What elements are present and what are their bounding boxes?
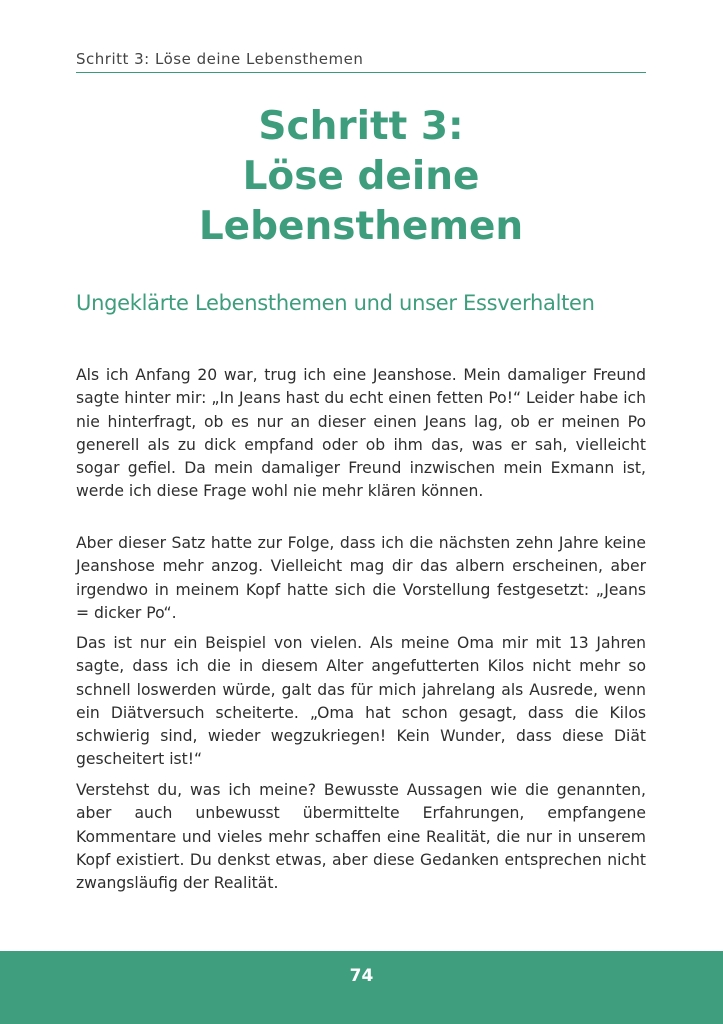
chapter-title-line: Löse deine: [242, 154, 480, 199]
body-paragraph: Als ich Anfang 20 war, trug ich eine Jeanshose. Mein damaliger Freund sagte hinter mir: „In Jeans hast du echt einen fetten Po!“ Leider habe ich nie hinterfragt, ob es nur an dieser einen Jeans lag, ob er meinen Po generell als zu dick empfand oder ob ihm das, was er sah, vielleicht sogar gefiel. Da mein damaliger Freund inzwischen mein Exmann ist, werde ich diese Frage wohl nie mehr klären können.: [76, 366, 646, 501]
chapter-title-line: Schritt 3:: [258, 104, 464, 149]
footer-band: [0, 951, 723, 1024]
body-paragraph: Aber dieser Satz hatte zur Folge, dass ich die nächsten zehn Jahre keine Jeanshose mehr anzog. Vielleicht mag dir das albern erscheinen, aber irgendwo in meinem Kopf hatte sich die Vorstellung festgesetzt: „Jeans = dicker Po“.: [76, 534, 646, 622]
running-header: Schritt 3: Löse deine Lebensthemen: [76, 50, 646, 73]
chapter-title-line: Lebensthemen: [198, 204, 524, 249]
body-paragraph: Verstehst du, was ich meine? Bewusste Aussagen wie die genannten, aber auch unbewusst übermittelte Erfahrungen, empfangene Kommentare und vieles mehr schaffen eine Realität, die nur in unserem Kopf existiert. Du denkst etwas, aber diese Gedanken entsprechen nicht zwangsläufig der Realität.: [76, 781, 646, 893]
body-paragraph: Das ist nur ein Beispiel von vielen. Als meine Oma mir mit 13 Jahren sagte, dass ich die in diesem Alter angefutterten Kilos nicht mehr so schnell loswerden würde, galt das für mich jahrelang als Ausrede, wenn ein Diätversuch scheiterte. „Oma hat schon gesagt, dass die Kilos schwierig sind, wieder wegzukriegen! Kein Wunder, dass diese Diät gescheitert ist!“: [76, 634, 646, 769]
section-heading: Ungeklärte Lebensthemen und unser Essverhalten: [76, 291, 595, 315]
page-number: 74: [349, 966, 374, 986]
chapter-title: [76, 102, 646, 252]
